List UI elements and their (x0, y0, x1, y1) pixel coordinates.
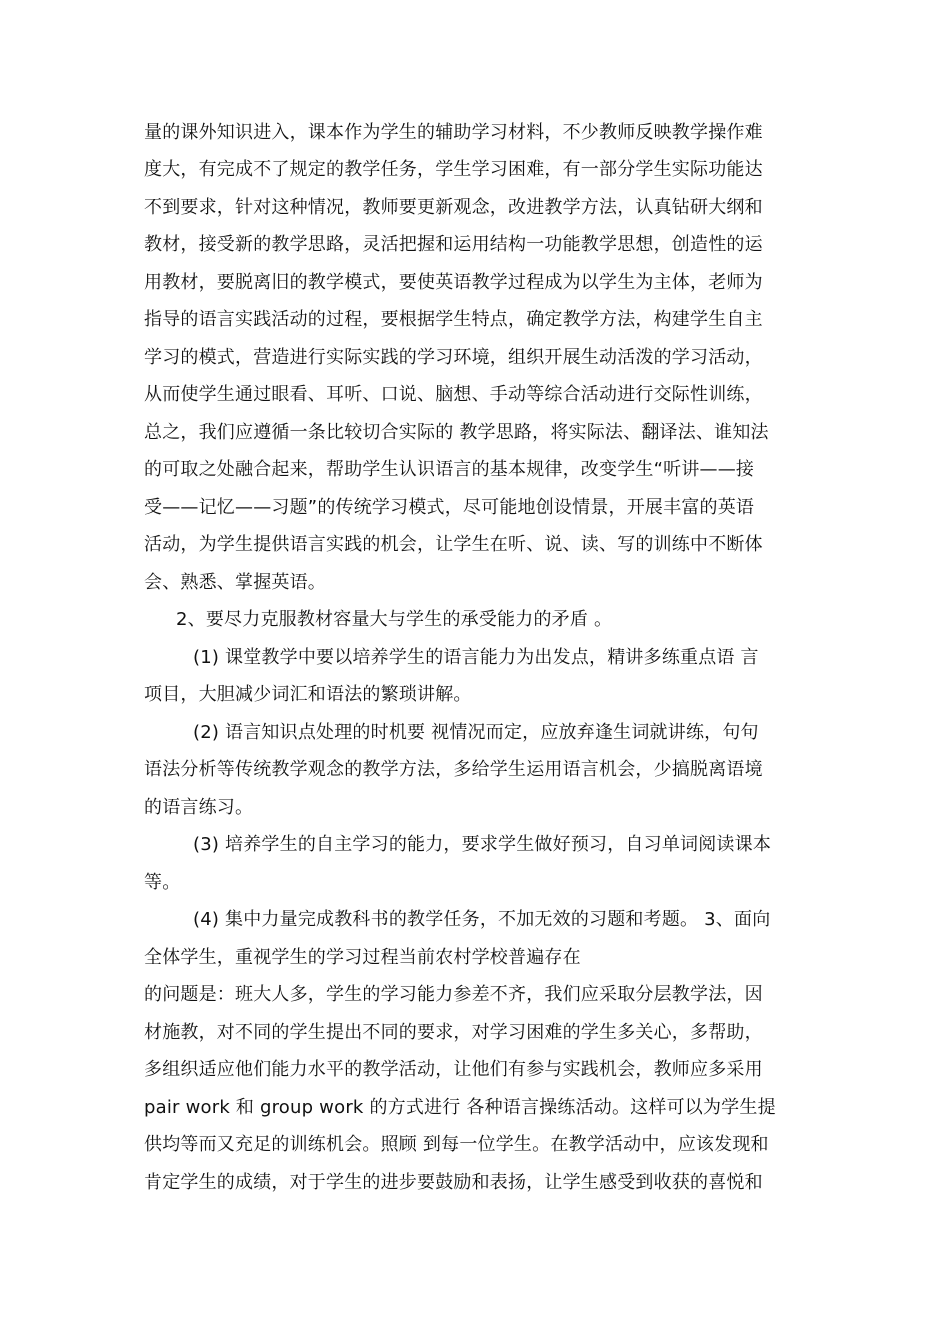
body-text-line: 活动，为学生提供语言实践的机会，让学生在听、说、读、写的训练中不断体 (144, 534, 763, 555)
body-text-line: 用教材，要脱离旧的教学模式，要使英语教学过程成为以学生为主体，老师为 (144, 272, 763, 293)
body-text-line: 会、熟悉、掌握英语。 (144, 572, 326, 593)
body-text-line: 的语言练习。 (144, 797, 254, 818)
section-heading: 2、要尽力克服教材容量大与学生的承受能力的矛盾 。 (176, 609, 613, 630)
body-text-line: 项目，大胆减少词汇和语法的繁琐讲解。 (144, 684, 472, 705)
body-text-line: 受——记忆——习题”的传统学习模式，尽可能地创设情景，开展丰富的英语 (144, 497, 755, 518)
body-text-line: 供均等而又充足的训练机会。照顾 到每一位学生。在教学活动中，应该发现和 (144, 1134, 769, 1155)
body-text-line: 语法分析等传统教学观念的教学方法，多给学生运用语言机会，少搞脱离语境 (144, 759, 763, 780)
body-text-line: pair work 和 group work 的方式进行 各种语言操练活动。这样可以为学生提 (144, 1097, 776, 1118)
body-text-line: 等。 (144, 872, 181, 893)
body-text-line: 肯定学生的成绩，对于学生的进步要鼓励和表扬，让学生感受到收获的喜悦和 (144, 1172, 763, 1193)
body-text-line: 多组织适应他们能力水平的教学活动，让他们有参与实践机会，教师应多采用 (144, 1059, 763, 1080)
body-text-line: 全体学生，重视学生的学习过程当前农村学校普遍存在 (144, 947, 581, 968)
list-item-line: (1) 课堂教学中要以培养学生的语言能力为出发点，精讲多练重点语 言 (193, 647, 759, 668)
body-text-line: 学习的模式，营造进行实际实践的学习环境，组织开展生动活泼的学习活动， (144, 347, 763, 368)
body-text-line: 度大，有完成不了规定的教学任务，学生学习困难，有一部分学生实际功能达 (144, 159, 763, 180)
body-text-line: 教材，接受新的教学思路，灵活把握和运用结构一功能教学思想，创造性的运 (144, 234, 763, 255)
body-text-line: 不到要求，针对这种情况，教师要更新观念，改进教学方法，认真钻研大纲和 (144, 197, 763, 218)
body-text-line: 从而使学生通过眼看、耳听、口说、脑想、手动等综合活动进行交际性训练， (144, 384, 763, 405)
body-text-line: 的可取之处融合起来，帮助学生认识语言的基本规律，改变学生“听讲——接 (144, 459, 755, 480)
body-text-line: 总之，我们应遵循一条比较切合实际的 教学思路，将实际法、翻译法、谁知法 (144, 422, 769, 443)
body-text-line: 材施教，对不同的学生提出不同的要求，对学习困难的学生多关心，多帮助， (144, 1022, 763, 1043)
body-text-line: 量的课外知识进入，课本作为学生的辅助学习材料，不少教师反映教学操作难 (144, 122, 763, 143)
body-text-line: 的问题是：班大人多，学生的学习能力参差不齐，我们应采取分层教学法，因 (144, 984, 763, 1005)
list-item-line: (4) 集中力量完成教科书的教学任务，不加无效的习题和考题。 3、面向 (193, 909, 771, 930)
list-item-line: (3) 培养学生的自主学习的能力，要求学生做好预习，自习单词阅读课本 (193, 834, 772, 855)
body-text-line: 指导的语言实践活动的过程，要根据学生特点，确定教学方法，构建学生自主 (144, 309, 763, 330)
list-item-line: (2) 语言知识点处理的时机要 视情况而定，应放弃逢生词就讲练，句句 (193, 722, 759, 743)
